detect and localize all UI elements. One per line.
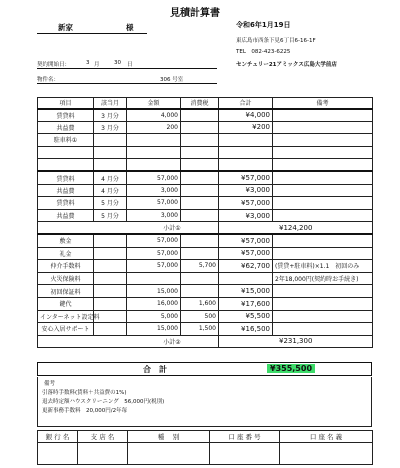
bank-value-row	[38, 443, 373, 465]
bank-header-branch: 支 店 名	[78, 431, 128, 443]
issuer-company: センチュリー21アミックス広島大学前店	[236, 62, 337, 68]
row-note: (賃貸+駐車料)×1.1 初回のみ	[273, 260, 373, 273]
row-item: 初回保証料	[38, 285, 94, 298]
customer-honorific: 様	[126, 23, 134, 32]
row-tax: 1,500	[181, 323, 219, 336]
row-tax: 500	[181, 310, 219, 323]
row-total: ¥15,000	[219, 285, 273, 298]
row-note	[273, 146, 373, 159]
row-total: ¥62,700	[219, 260, 273, 273]
contract-day-unit: 日	[127, 62, 133, 68]
notes-line: 引落時手数料(賃料＋共益費の1%)	[42, 390, 127, 396]
row-tax	[181, 197, 219, 210]
row-month: 4 月分	[94, 171, 127, 184]
property-label: 物件名：	[37, 77, 60, 83]
property-name: 306 号室	[160, 77, 184, 83]
bank-cell	[78, 443, 128, 465]
row-amount	[127, 159, 181, 172]
table-header-row	[38, 98, 373, 109]
row-amount: 57,000	[127, 260, 181, 273]
row-total	[219, 134, 273, 147]
row-note	[273, 209, 373, 222]
row-tax	[181, 247, 219, 260]
row-item: 安心入居サポート	[38, 323, 94, 336]
table-row	[38, 297, 373, 310]
subtotal-2-label: 小計②	[38, 335, 219, 348]
row-tax	[181, 134, 219, 147]
row-total: ¥57,000	[219, 247, 273, 260]
row-tax	[181, 121, 219, 134]
row-note	[273, 171, 373, 184]
row-amount	[127, 272, 181, 285]
row-note	[273, 285, 373, 298]
row-item: 礼金	[38, 247, 94, 260]
row-note	[273, 184, 373, 197]
row-item: インターネット設定料	[38, 310, 94, 323]
row-tax	[181, 272, 219, 285]
row-month: 5 月分	[94, 197, 127, 210]
row-total: ¥3,000	[219, 184, 273, 197]
row-month	[94, 297, 127, 310]
contract-month: 3	[86, 60, 90, 66]
row-note	[273, 134, 373, 147]
row-item: 仲介手数料	[38, 260, 94, 273]
row-amount: 57,000	[127, 171, 181, 184]
row-month	[94, 260, 127, 273]
row-total: ¥4,000	[219, 109, 273, 122]
grand-total-row	[37, 362, 372, 376]
row-note	[273, 310, 373, 323]
row-total: ¥57,000	[219, 171, 273, 184]
notes-line: 更新事務手数料 20,000円/2年毎	[42, 408, 128, 414]
row-note	[273, 159, 373, 172]
row-tax: 1,600	[181, 297, 219, 310]
bank-header-type: 種 別	[128, 431, 210, 443]
table-row	[38, 159, 373, 172]
row-tax	[181, 209, 219, 222]
bank-cell	[280, 443, 373, 465]
row-note	[273, 109, 373, 122]
row-tax: 5,700	[181, 260, 219, 273]
subtotal-2-row	[38, 335, 373, 348]
row-tax	[181, 146, 219, 159]
header-month: 該当月	[94, 98, 127, 109]
contract-month-unit: 月	[94, 62, 100, 68]
table-row	[38, 323, 373, 336]
row-item: 賃貸料	[38, 171, 94, 184]
row-month: 4 月分	[94, 184, 127, 197]
row-total: ¥57,000	[219, 197, 273, 210]
table-row	[38, 247, 373, 260]
issuer-address: 東広島市西条下見6丁目6-16-1F	[236, 38, 316, 44]
table-row	[38, 146, 373, 159]
row-month	[94, 247, 127, 260]
row-month: 3 月分	[94, 121, 127, 134]
subtotal-1-label: 小計①	[38, 222, 219, 235]
bank-header-bank: 銀 行 名	[38, 431, 78, 443]
header-total: 合計	[219, 98, 273, 109]
bank-cell	[210, 443, 280, 465]
property-underline	[37, 83, 217, 84]
subtotal-1-row	[38, 222, 373, 235]
contract-start-label: 契約開始日：	[37, 62, 71, 68]
row-amount: 15,000	[127, 285, 181, 298]
table-row	[38, 310, 373, 323]
row-tax	[181, 184, 219, 197]
row-item: 賃貸料	[38, 109, 94, 122]
row-amount	[127, 146, 181, 159]
row-month	[94, 272, 127, 285]
row-item	[38, 146, 94, 159]
row-amount: 3,000	[127, 209, 181, 222]
row-note: 2年18,000円(契約時お手続き)	[273, 272, 373, 285]
row-item: 火災保険料	[38, 272, 94, 285]
row-month	[94, 323, 127, 336]
row-amount: 200	[127, 121, 181, 134]
bank-cell	[128, 443, 210, 465]
row-amount: 57,000	[127, 247, 181, 260]
row-total: ¥5,500	[219, 310, 273, 323]
header-item: 項目	[38, 98, 94, 109]
table-row	[38, 134, 373, 147]
bank-cell	[38, 443, 78, 465]
row-tax	[181, 159, 219, 172]
row-note	[273, 323, 373, 336]
table-row	[38, 260, 373, 273]
row-total: ¥16,500	[219, 323, 273, 336]
notes-box	[37, 377, 372, 427]
row-amount	[127, 134, 181, 147]
row-total	[219, 146, 273, 159]
row-month: 5 月分	[94, 209, 127, 222]
row-month	[94, 159, 127, 172]
row-tax	[181, 109, 219, 122]
header-tax: 消費税	[181, 98, 219, 109]
row-total: ¥3,000	[219, 209, 273, 222]
row-total: ¥200	[219, 121, 273, 134]
table-row	[38, 209, 373, 222]
subtotal-2-value: ¥231,300	[219, 335, 373, 348]
row-month	[94, 146, 127, 159]
row-total	[219, 272, 273, 285]
table-row	[38, 285, 373, 298]
row-amount: 57,000	[127, 234, 181, 247]
header-amount: 金額	[127, 98, 181, 109]
header-note: 備考	[273, 98, 373, 109]
row-note	[273, 297, 373, 310]
row-note	[273, 234, 373, 247]
estimate-table	[37, 97, 373, 348]
row-item	[38, 159, 94, 172]
row-amount: 16,000	[127, 297, 181, 310]
grand-total-value: ¥355,500	[267, 364, 315, 373]
customer-name: 新家	[58, 23, 73, 32]
row-item: 賃貸料	[38, 197, 94, 210]
row-item: 共益費	[38, 184, 94, 197]
row-amount: 4,000	[127, 109, 181, 122]
bank-header-account: 口 座 番 号	[210, 431, 280, 443]
row-note	[273, 247, 373, 260]
row-tax	[181, 234, 219, 247]
row-item: 鍵代	[38, 297, 94, 310]
row-note	[273, 121, 373, 134]
table-row	[38, 109, 373, 122]
row-tax	[181, 285, 219, 298]
document-title: 見積計算書	[170, 8, 220, 19]
table-row	[38, 184, 373, 197]
row-total	[219, 159, 273, 172]
row-month	[94, 285, 127, 298]
row-tax	[181, 171, 219, 184]
contract-underline	[37, 68, 217, 69]
row-month	[94, 234, 127, 247]
row-total: ¥17,600	[219, 297, 273, 310]
row-item: 共益費	[38, 121, 94, 134]
row-note	[273, 197, 373, 210]
table-row	[38, 121, 373, 134]
row-total: ¥57,000	[219, 234, 273, 247]
table-row	[38, 272, 373, 285]
bank-header-row	[38, 431, 373, 443]
bank-header-holder: 口 座 名 義	[280, 431, 373, 443]
bank-table	[37, 430, 373, 465]
row-item: 共益費	[38, 209, 94, 222]
issue-date: 令和6年1月19日	[236, 21, 291, 29]
issuer-tel: TEL 082-423-6225	[236, 49, 291, 55]
row-item: 敷金	[38, 234, 94, 247]
notes-line: 退去時定額ハウスクリーニング 56,000円(税別)	[42, 399, 165, 405]
table-row	[38, 171, 373, 184]
row-amount: 3,000	[127, 184, 181, 197]
row-item: 駐車料①	[38, 134, 94, 147]
row-month: 3 月分	[94, 109, 127, 122]
notes-label: 備考	[44, 381, 56, 387]
grand-total-label: 合 計	[143, 365, 167, 374]
customer-underline	[37, 33, 147, 34]
row-amount: 5,000	[127, 310, 181, 323]
row-amount: 57,000	[127, 197, 181, 210]
table-row	[38, 197, 373, 210]
subtotal-1-value: ¥124,200	[219, 222, 373, 235]
table-row	[38, 234, 373, 247]
contract-day: 30	[114, 60, 121, 66]
row-month	[94, 134, 127, 147]
row-amount: 15,000	[127, 323, 181, 336]
